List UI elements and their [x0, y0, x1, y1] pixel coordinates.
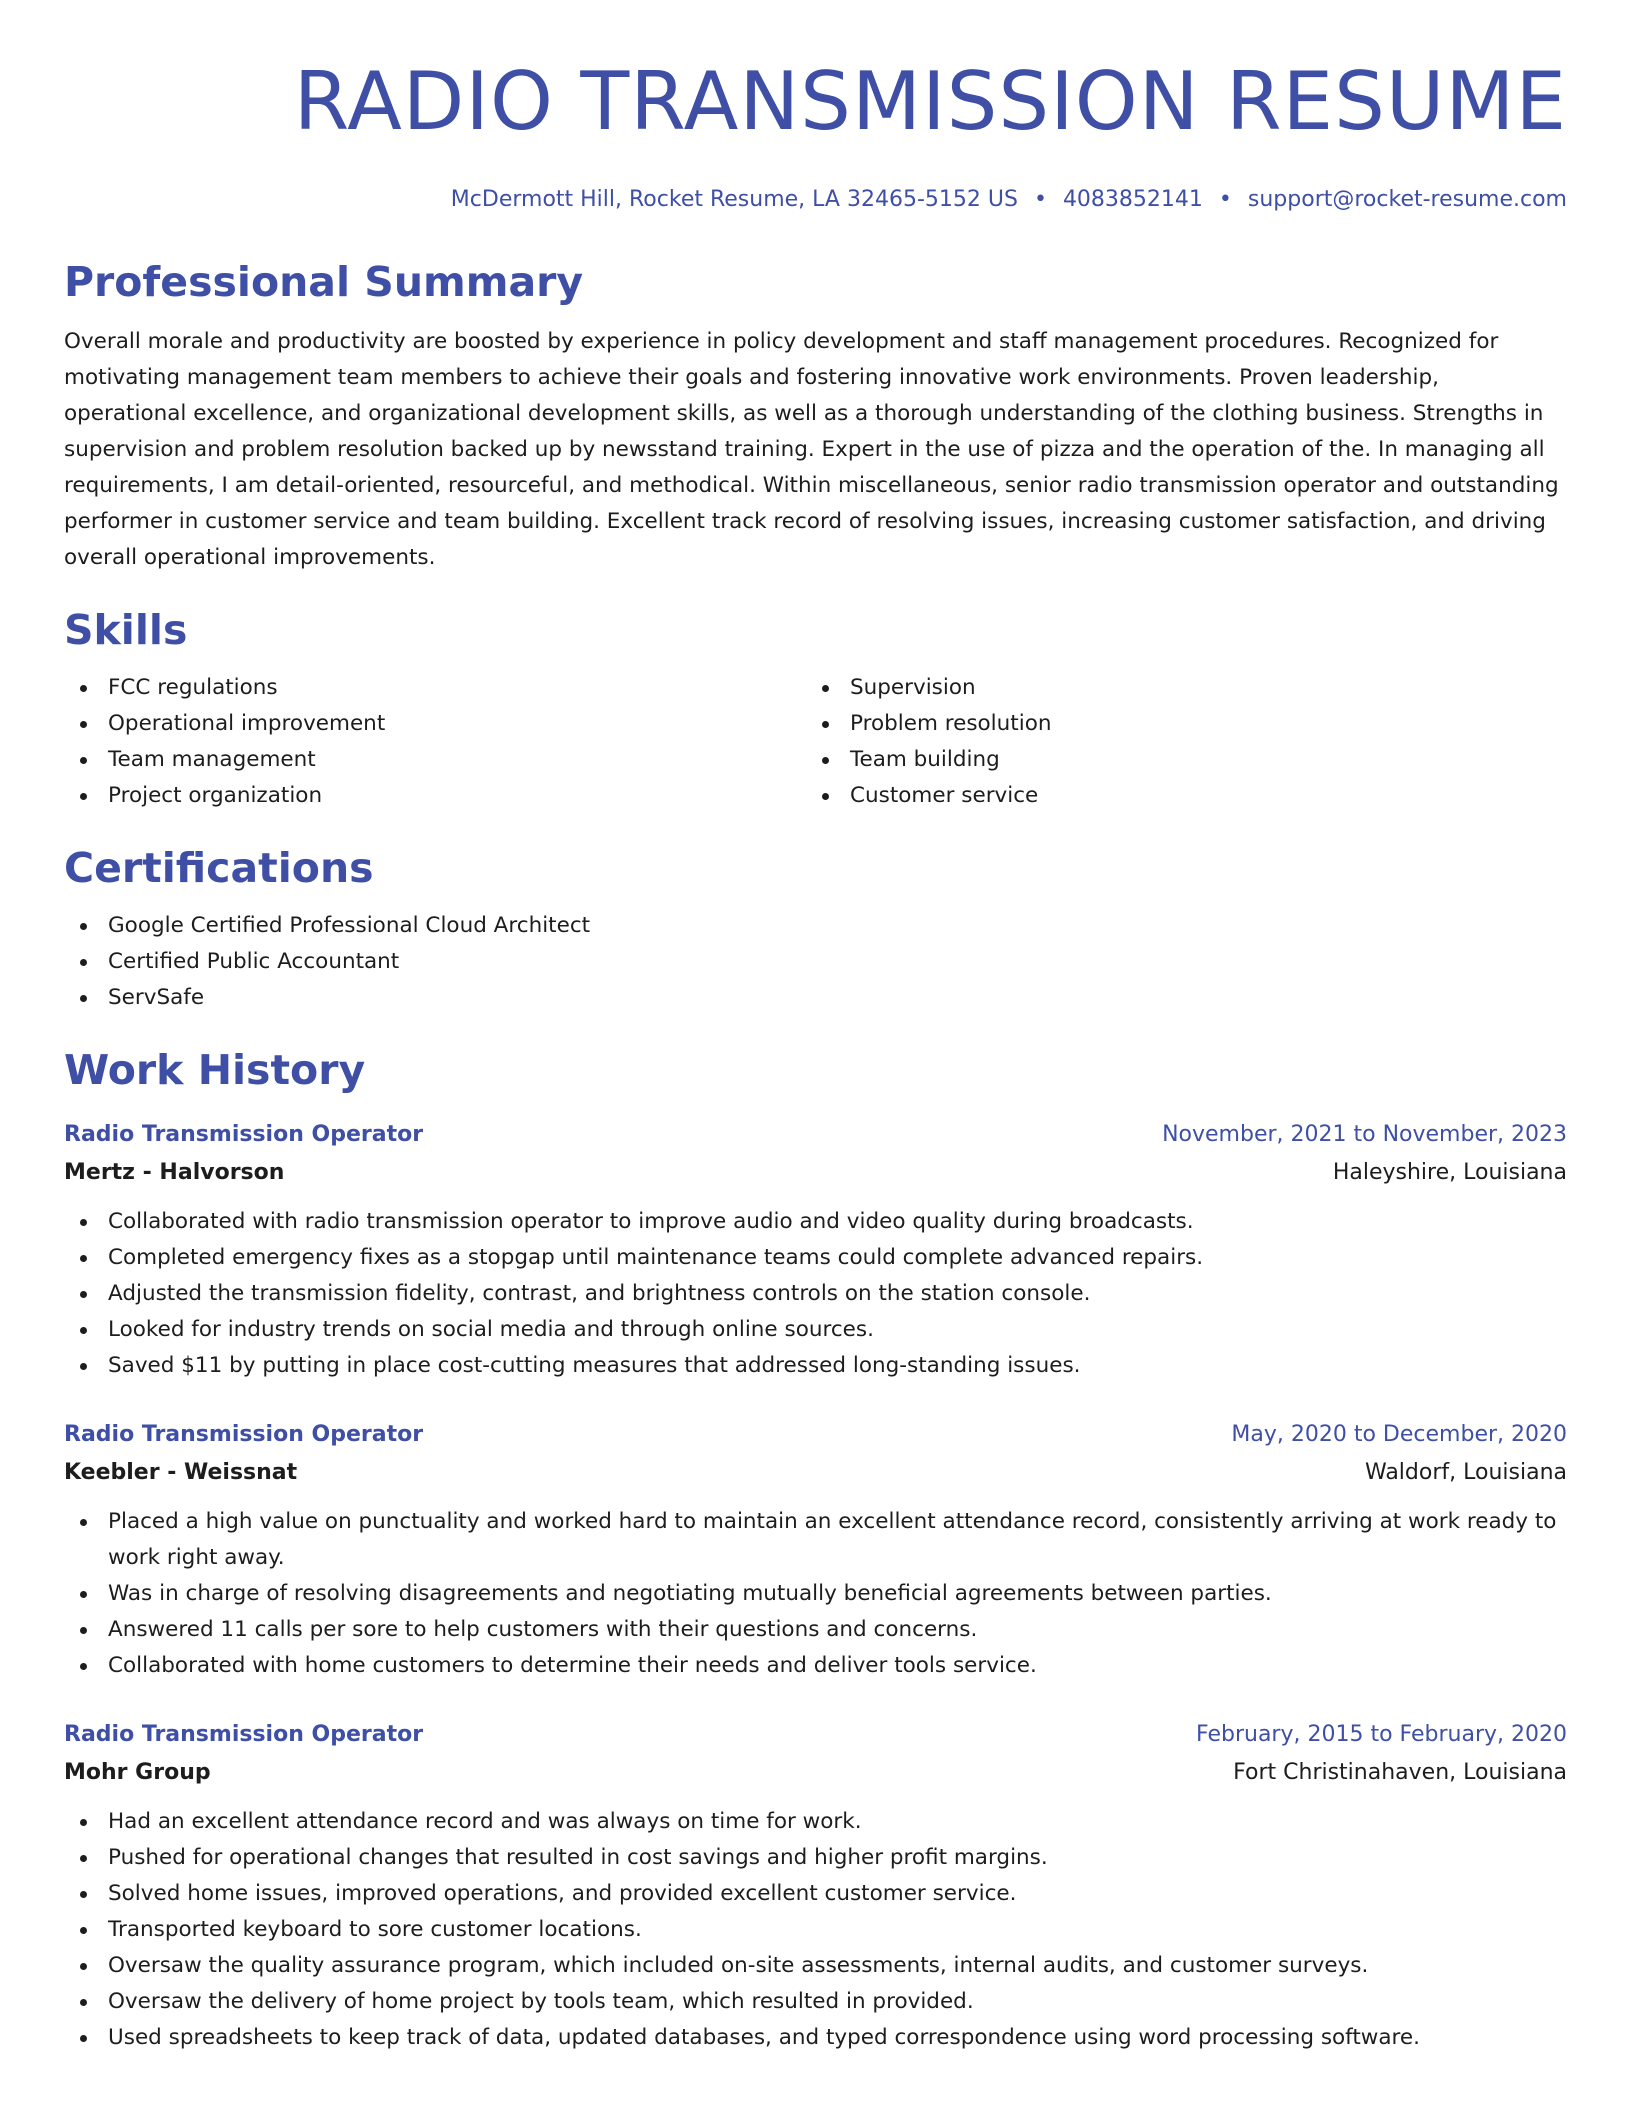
- job-entry: [64, 1416, 1567, 1684]
- job-bullet: Collaborated with radio transmission operator to improve audio and video quality during broadcasts.: [64, 1204, 1567, 1240]
- certification-item: Google Certified Professional Cloud Architect: [64, 908, 1567, 944]
- company-name: Mertz - Halvorson: [64, 1160, 285, 1185]
- company-name: Keebler - Weissnat: [64, 1460, 298, 1485]
- job-header-row: [64, 1416, 1567, 1454]
- skill-item: Customer service: [806, 778, 1548, 814]
- skill-item: Team building: [806, 742, 1548, 778]
- job-location: Haleyshire, Louisiana: [1332, 1160, 1567, 1185]
- job-entry: [64, 1116, 1567, 1384]
- skill-item: Problem resolution: [806, 706, 1548, 742]
- certification-item: Certified Public Accountant: [64, 944, 1567, 980]
- job-bullets: [64, 1204, 1567, 1384]
- job-bullet: Adjusted the transmission fidelity, contrast, and brightness controls on the station console.: [64, 1276, 1567, 1312]
- resume-title: RADIO TRANSMISSION RESUME: [293, 55, 1567, 148]
- skill-item: Supervision: [806, 670, 1548, 706]
- job-bullet: Collaborated with home customers to determine their needs and deliver tools service.: [64, 1648, 1567, 1684]
- company-name: Mohr Group: [64, 1760, 211, 1785]
- contact-line: [64, 186, 1567, 214]
- certification-item: ServSafe: [64, 980, 1567, 1016]
- summary-heading: Professional Summary: [64, 258, 584, 306]
- summary-text: Overall morale and productivity are boosted by experience in policy development and staff management procedures. Recognized for motivating management team members to achieve their goals and fostering innovative work environments. Proven leadership, operational excellence, and organizational development skills, as well as a thorough understanding of the clothing business. Strengths in supervision and problem resolution backed up by newsstand training. Expert in the use of pizza and the operation of the. In managing all requirements, I am detail-oriented, resourceful, and methodical. Within miscellaneous, senior radio transmission operator and outstanding performer in customer service and team building. Excellent track record of resolving issues, increasing customer satisfaction, and driving overall operational improvements.: [64, 329, 1559, 570]
- job-bullet: Had an excellent attendance record and was always on time for work.: [64, 1804, 1567, 1840]
- job-bullets: [64, 1504, 1567, 1684]
- job-company-row: [64, 1454, 1567, 1492]
- job-company-row: [64, 1754, 1567, 1792]
- job-bullet: Placed a high value on punctuality and worked hard to maintain an excellent attendance record, consistently arriving at work ready to work right away.: [64, 1504, 1567, 1576]
- skills-grid: [64, 670, 1567, 814]
- skills-list-right: [806, 670, 1548, 814]
- skill-item: FCC regulations: [64, 670, 806, 706]
- job-bullet: Oversaw the delivery of home project by tools team, which resulted in provided.: [64, 1984, 1567, 2020]
- job-bullet: Pushed for operational changes that resulted in cost savings and higher profit margins.: [64, 1840, 1567, 1876]
- job-header-row: [64, 1716, 1567, 1754]
- phone: 4083852141: [1062, 187, 1203, 212]
- job-bullet: Used spreadsheets to keep track of data, updated databases, and typed correspondence using word processing software.: [64, 2020, 1567, 2056]
- job-bullet: Transported keyboard to sore customer locations.: [64, 1912, 1567, 1948]
- job-location: Waldorf, Louisiana: [1364, 1460, 1567, 1485]
- job-dates: May, 2020 to December, 2020: [1231, 1422, 1567, 1447]
- skill-item: Team management: [64, 742, 806, 778]
- resume-page: [64, 0, 1567, 2056]
- skills-list-left: [64, 670, 806, 814]
- job-title: Radio Transmission Operator: [64, 1422, 424, 1447]
- job-bullets: [64, 1804, 1567, 2056]
- separator: •: [1218, 187, 1232, 212]
- job-title: Radio Transmission Operator: [64, 1122, 424, 1147]
- work-history-heading: Work History: [64, 1046, 366, 1094]
- job-header-row: [64, 1116, 1567, 1154]
- skills-heading: Skills: [64, 606, 188, 654]
- job-bullet: Oversaw the quality assurance program, which included on-site assessments, internal audits, and customer surveys.: [64, 1948, 1567, 1984]
- job-bullet: Answered 11 calls per sore to help customers with their questions and concerns.: [64, 1612, 1567, 1648]
- job-bullet: Solved home issues, improved operations, and provided excellent customer service.: [64, 1876, 1567, 1912]
- certifications-list: [64, 908, 1567, 1016]
- job-title: Radio Transmission Operator: [64, 1722, 424, 1747]
- email-link[interactable]: support@rocket-resume.com: [1247, 187, 1567, 212]
- separator: •: [1033, 187, 1047, 212]
- job-dates: November, 2021 to November, 2023: [1162, 1122, 1567, 1147]
- job-bullet: Looked for industry trends on social media and through online sources.: [64, 1312, 1567, 1348]
- skill-item: Project organization: [64, 778, 806, 814]
- job-bullet: Saved $11 by putting in place cost-cutting measures that addressed long-standing issues.: [64, 1348, 1567, 1384]
- job-entry: [64, 1716, 1567, 2056]
- address: McDermott Hill, Rocket Resume, LA 32465-5152 US: [450, 187, 1018, 212]
- certifications-heading: Certifications: [64, 844, 374, 892]
- job-bullet: Completed emergency fixes as a stopgap until maintenance teams could complete advanced repairs.: [64, 1240, 1567, 1276]
- job-bullet: Was in charge of resolving disagreements and negotiating mutually beneficial agreements between parties.: [64, 1576, 1567, 1612]
- skill-item: Operational improvement: [64, 706, 806, 742]
- job-dates: February, 2015 to February, 2020: [1196, 1722, 1567, 1747]
- job-location: Fort Christinahaven, Louisiana: [1233, 1760, 1567, 1785]
- job-company-row: [64, 1154, 1567, 1192]
